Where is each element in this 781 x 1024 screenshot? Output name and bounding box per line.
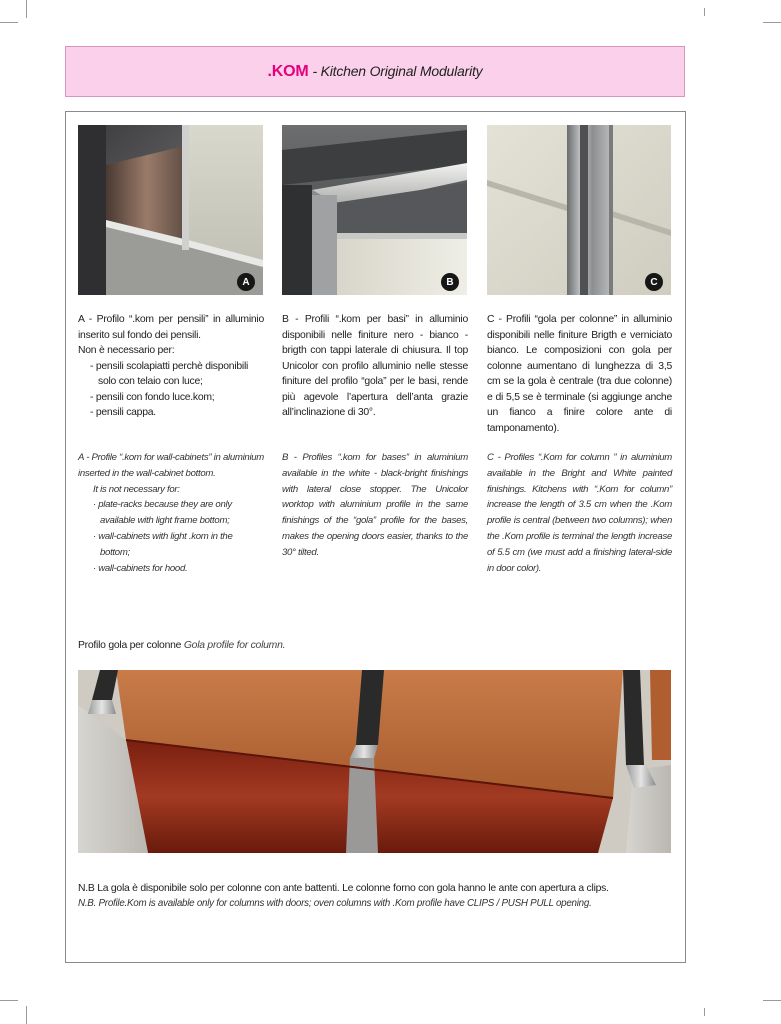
crop-mark (763, 22, 781, 23)
header-band (65, 46, 685, 97)
col-a-it-intro: A - Profilo “.kom per pensili” in alluminio inserito sul fondo dei pensili. (78, 314, 264, 341)
photo-base-profile (282, 125, 467, 295)
gola-caption-en: Gola profile for column. (183, 640, 286, 651)
col-b-italian: B - Profili “.kom per basi” in alluminio disponibili nelle finiture nero - bianco - brigth con tappi laterale di chiusura. Il top Unicolor con profilo alluminio nelle stesse finiture del profilo “gola” per le basi, rende più agevole l’apertura dell’anta grazie all’inclinazione di 30°. (282, 314, 468, 418)
list-item: · plate-racks because they are only available with light frame bottom; (78, 497, 264, 529)
col-a-en-intro: A - Profile “.kom for wall-cabinets” in aluminium inserted in the wall-cabinet bottom. (78, 452, 264, 479)
note-it: N.B La gola è disponibile solo per colonne con ante battenti. Le colonne forno con gola hanno le ante con apertura a clips. (78, 883, 609, 894)
page-title (267, 63, 482, 81)
note (78, 881, 678, 911)
gola-caption-it: Profilo gola per colonne (78, 640, 182, 651)
badge-a: A (237, 273, 255, 291)
col-a-en-lead: It is not necessary for: (93, 483, 180, 495)
gola-caption (78, 640, 285, 651)
photo-gola-column (78, 670, 671, 853)
badge-b: B (441, 273, 459, 291)
col-b-english: B - Profiles “.kom for bases” in aluminium available in the white - black-bright finishings with lateral close stopper. The Unicolor worktop with aluminium profile in the same finishings of the “gola” profile for the bases, makes the opening doors easier, thanks to the 30° tilted. (282, 452, 468, 558)
crop-mark (0, 1000, 18, 1001)
col-c-italian: C - Profili “gola per colonne” in alluminio disponibili nelle finiture Brigth e verniciato bianco. Le composizioni con gola per colonne aumentano di lunghezza di 3,5 cm se la gola è centrale (tra due colonne) e di 5,5 se è terminale (si aggiunge anche un fianco a finire colore ante di tamponamento). (487, 314, 672, 434)
col-c-english: C - Profiles “.Kom for column ” in aluminium available in the Bright and White painted finishings. Kitchens with “.Kom for column” increase the length of 3.5 cm when the .Kom profile is central (between two columns); when the .Kom profile is terminal the length increase of 5.5 cm (we must add a finishing lateral-side in door color). (487, 452, 672, 574)
crop-mark (0, 22, 18, 23)
list-item: - pensili con fondo luce.kom; (78, 390, 264, 406)
col-a-it-lead: Non è necessario per: (78, 345, 175, 356)
list-item: - pensili cappa. (78, 405, 264, 421)
crop-mark (26, 0, 27, 18)
crop-mark (763, 1000, 781, 1001)
col-a-english (78, 450, 264, 576)
photo-wall-cabinet-profile (78, 125, 263, 295)
list-item: · wall-cabinets with light .kom in the bottom; (78, 529, 264, 561)
list-item: - pensili scolapiatti perchè disponibili solo con telaio con luce; (78, 359, 264, 390)
col-a-italian (78, 312, 264, 421)
crop-mark (26, 1006, 27, 1024)
note-en: N.B. Profile.Kom is available only for columns with doors; oven columns with .Kom profile have CLIPS / PUSH PULL opening. (78, 898, 592, 909)
crop-mark (704, 8, 705, 16)
crop-mark (704, 1008, 705, 1016)
photo-column-profile (487, 125, 671, 295)
list-item: · wall-cabinets for hood. (78, 561, 264, 577)
brand-name: .KOM (267, 62, 309, 80)
badge-c: C (645, 273, 663, 291)
col-a-en-list (78, 497, 264, 576)
col-a-it-list (78, 359, 264, 421)
page-subtitle: - Kitchen Original Modularity (312, 62, 483, 79)
